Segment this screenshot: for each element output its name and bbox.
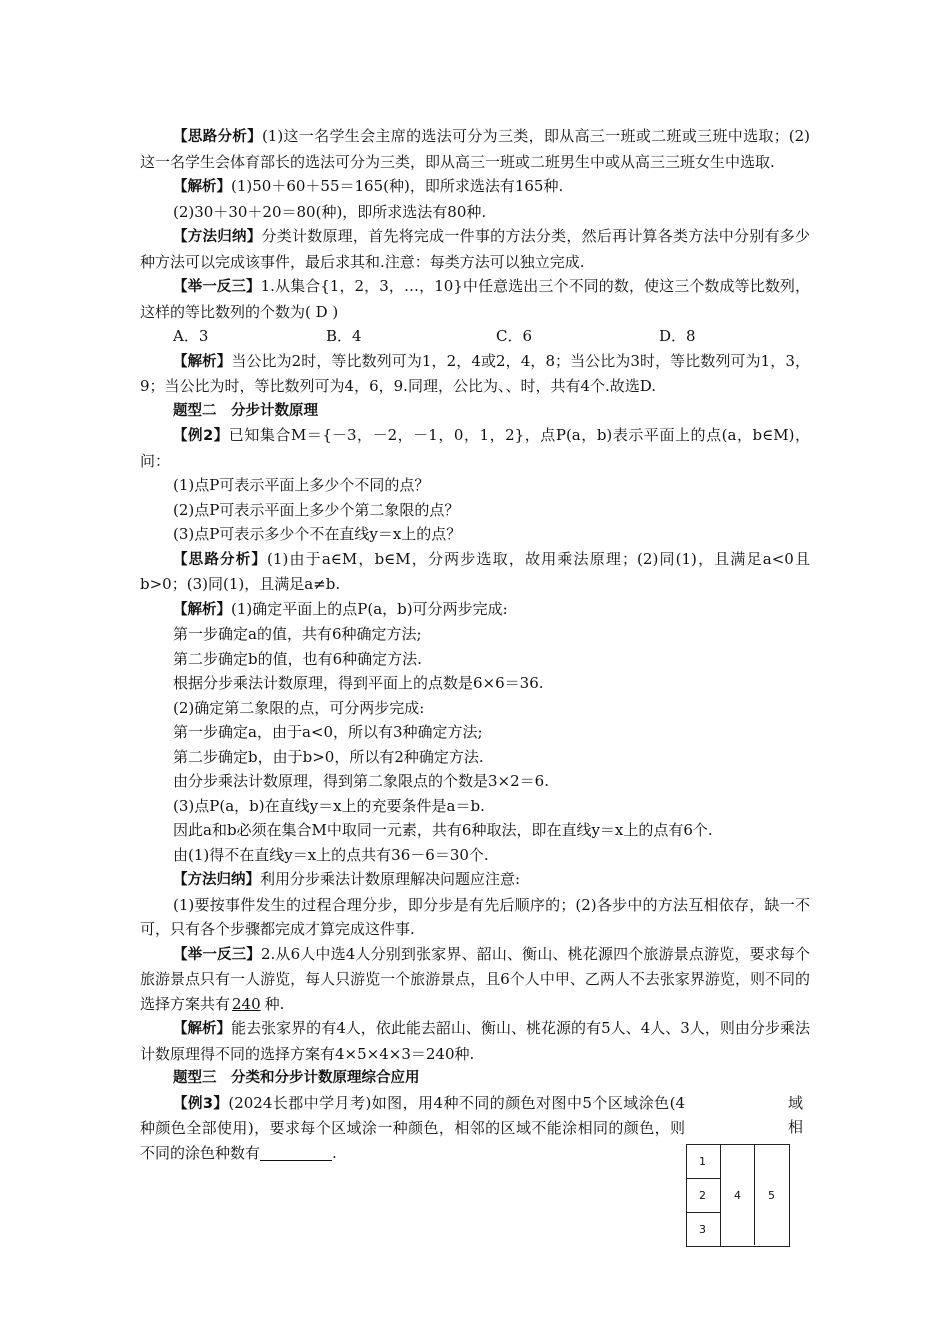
region-coloring-figure (686, 1144, 790, 1247)
section-title: 题型三 分类和分步计数原理综合应用 (173, 1070, 420, 1086)
solution-line: 第一步确定a，由于a<0，所以有3种确定方法; (173, 723, 483, 741)
solution-line: 第二步确定b，由于b>0，所以有2种确定方法. (173, 747, 484, 766)
answer-options (140, 324, 810, 349)
solution-line: 第一步确定a的值，共有6种确定方法; (173, 625, 422, 643)
answer-blank (260, 1144, 332, 1161)
practice-tag: 【举一反三】 (173, 279, 261, 295)
example-text: (2024长郡中学月考)如图，用4种不同的颜色对图中5个区域涂色(4种颜色全部使用)，要求每个区域涂一种颜色，相邻的区域不能涂相同的颜色，则不同的涂色种数有 (140, 1093, 685, 1162)
region-label: 2 (699, 1189, 706, 1202)
method-text: 利用分步乘法计数原理解决问题应注意: (260, 870, 521, 888)
practice-solution-paragraph (140, 349, 810, 399)
region-1 (687, 1145, 721, 1179)
question-2: (2)点P可表示平面上多少个第二象限的点？ (173, 500, 460, 519)
region-label: 5 (768, 1188, 775, 1202)
practice-paragraph (140, 942, 810, 1017)
option-c: C．6 (496, 327, 533, 345)
practice-text: 2.从6人中选4人分别到张家界、韶山、衡山、桃花源四个旅游景点游览，要求每个旅游景点只有一人游览，每人只游览一个旅游景点，且6个人中甲、乙两人不去张家界游览，则不同的选择方案共有 (140, 944, 811, 1013)
analysis-paragraph (140, 547, 810, 597)
solution-line: 根据分步乘法计数原理，得到平面上的点数是6×6＝36. (173, 674, 544, 692)
wrapped-text-fragment: 域 (788, 1093, 804, 1112)
analysis-tag: 【思路分析】 (173, 129, 262, 145)
practice-answer: 240 (232, 994, 261, 1013)
document-content (140, 124, 810, 1165)
practice-solution-text: 能去张家界的有4人，依此能去韶山、衡山、桃花源的有5人、4人、3人，则由分步乘法计数原理得不同的选择方案有4×5×4×3＝240种. (140, 1019, 810, 1063)
analysis-text: (1)这一名学生会主席的选法可分为三类，即从高三一班或二班或三班中选取；(2)这一名学生会体育部长的选法可分为三类，即从高三一班或二班男生中或从高三三班女生中选取. (140, 127, 811, 171)
method-detail: (1)要按事件发生的过程合理分步，即分步是有先后顺序的；(2)各步中的方法互相依存，缺一不可，只有各个步骤都完成才算完成这件事. (140, 895, 810, 938)
solution-line: 由分步乘法计数原理，得到第二象限点的个数是3×2＝6. (173, 772, 549, 790)
practice-solution-tag: 【解析】 (173, 1021, 232, 1037)
region-label: 3 (699, 1223, 706, 1236)
example-text: 已知集合 (228, 426, 291, 444)
solution-line: (2)30＋30＋20＝80(种)，即所求选法有80种. (173, 202, 487, 221)
section-title: 题型二 分步计数原理 (173, 402, 318, 419)
question-3: (3)点P可表示多少个不在直线y＝x上的点？ (173, 525, 462, 543)
solution-line: (2)确定第二象限的点，可分两步完成: (173, 698, 425, 717)
practice-solution-paragraph (140, 1016, 810, 1066)
option-a: A．3 (173, 327, 209, 345)
analysis-text: (1)由于a∈M，b∈M，分两步选取，故用乘法原理；(2)同(1)，且满足a<0且b>0；(3)同(1)，且满足a≠b. (140, 549, 810, 593)
solution-line: 第二步确定b的值，也有6种确定方法. (173, 649, 422, 668)
region-label: 4 (734, 1188, 741, 1202)
option-b: B．4 (326, 327, 362, 345)
analysis-paragraph (140, 124, 810, 174)
practice-solution-tag: 【解析】 (173, 353, 232, 370)
region-2 (687, 1179, 721, 1213)
solution-text: (1)50＋60＋55＝165(种)，即所求选法有165种. (231, 177, 564, 195)
region-label: 1 (699, 1155, 706, 1168)
practice-paragraph (140, 274, 810, 324)
region-3 (687, 1213, 721, 1246)
region-4 (721, 1145, 755, 1245)
solution-line (140, 174, 810, 200)
method-paragraph (140, 867, 810, 893)
question-1: (1)点P可表示平面上多少个不同的点？ (173, 476, 430, 494)
practice-tag: 【举一反三】 (173, 946, 261, 963)
method-paragraph (140, 224, 810, 274)
solution-line: (3)点P(a，b)在直线y＝x上的充要条件是a＝b. (173, 796, 485, 815)
wrapped-text-fragment: 相 (788, 1118, 804, 1136)
practice-text: 1.从集合{1，2，3，…，10}中任意选出三个不同的数，使这三个数成等比数列，这样的等比数列的个数为( D ) (140, 277, 811, 321)
example-paragraph (140, 1091, 685, 1166)
example-tag: 【例3】 (173, 1095, 229, 1112)
example-tag: 【例2】 (173, 428, 229, 444)
solution-tag: 【解析】 (173, 179, 231, 195)
example-set: M＝{－3，－2，－1，0，1，2}，点P(a，b)表示平面上的点(a，b∈M)，问： (140, 426, 810, 470)
option-d: D．8 (659, 327, 696, 345)
solution-line: 因此a和b必须在集合M中取同一元素，共有6种取法，即在直线y＝x上的点有6个. (173, 821, 713, 839)
example-paragraph (140, 423, 810, 473)
region-5 (755, 1145, 788, 1245)
solution-tag: 【解析】 (173, 601, 231, 618)
solution-line: 由(1)得不在直线y＝x上的点共有36－6＝30个. (173, 845, 489, 864)
example-end: . (332, 1143, 337, 1162)
method-tag: 【方法归纳】 (173, 229, 262, 245)
practice-end: 种. (264, 994, 285, 1013)
solution-line (140, 597, 810, 623)
method-tag: 【方法归纳】 (173, 872, 260, 888)
analysis-tag: 【思路分析】 (173, 551, 268, 568)
practice-solution-text: 当公比为2时，等比数列可为1，2，4或2，4，8；当公比为3时，等比数列可为1，3，9；当公比为时，等比数列可为4，6，9.同理，公比为、、时，共有4个.故选D. (140, 351, 810, 395)
method-text: 分类计数原理，首先将完成一件事的方法分类，然后再计算各类方法中分别有多少种方法可以完成该事件，最后求其和.注意：每类方法可以独立完成. (140, 227, 810, 271)
solution-text: (1)确定平面上的点P(a，b)可分两步完成: (231, 599, 508, 618)
